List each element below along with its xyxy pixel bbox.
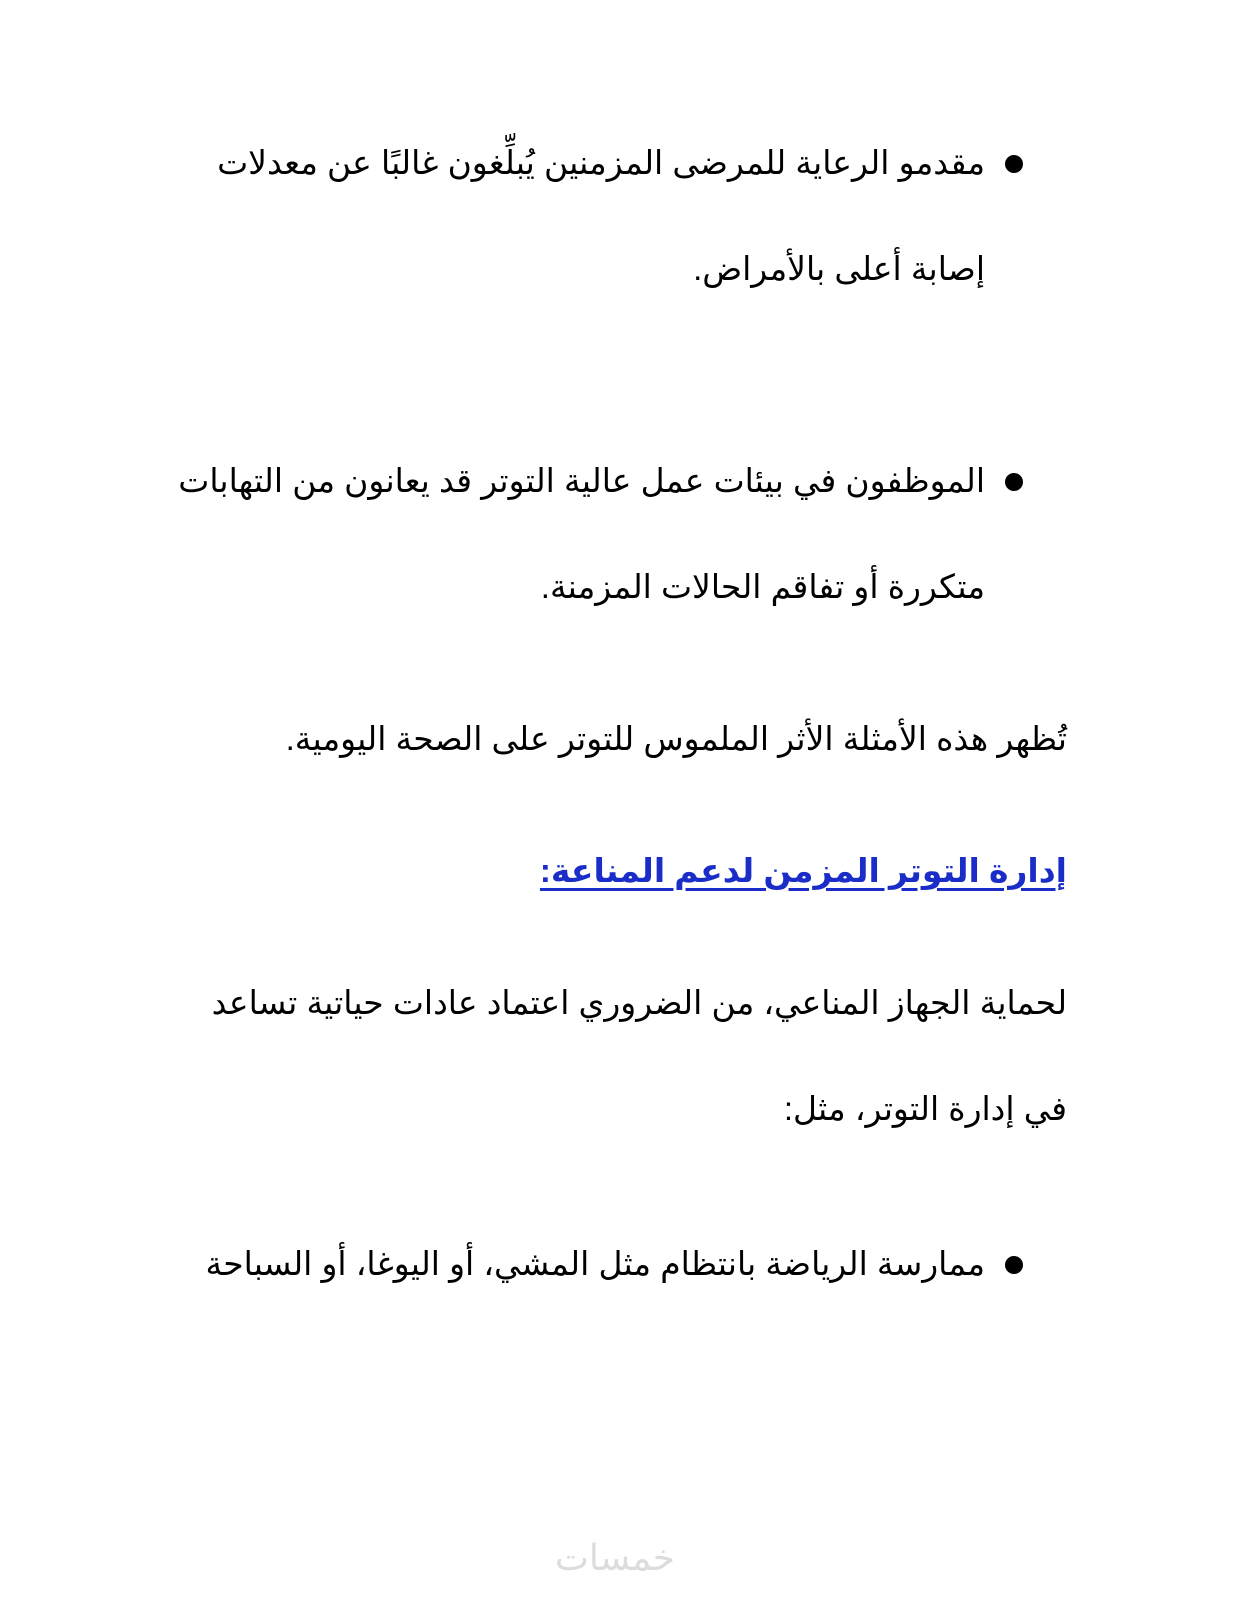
bullet-dot-icon	[1005, 473, 1023, 491]
bullet-text-line: متكررة أو تفاقم الحالات المزمنة.	[540, 568, 985, 605]
watermark-logo: خمسات	[554, 1538, 676, 1579]
bullet-item-caregivers	[150, 110, 1023, 322]
section-heading: إدارة التوتر المزمن لدعم المناعة:	[539, 852, 1067, 889]
bullet-text-line: ممارسة الرياضة بانتظام مثل المشي، أو اليوغا، أو السباحة	[205, 1245, 985, 1282]
bullet-item-employees	[150, 428, 1023, 640]
bullet-text-line: مقدمو الرعاية للمرضى المزمنين يُبلِّغون غالبًا عن معدلات	[217, 144, 985, 181]
summary-text: تُظهر هذه الأمثلة الأثر الملموس للتوتر على الصحة اليومية.	[285, 720, 1067, 757]
intro-paragraph	[140, 950, 1067, 1162]
bullet-dot-icon	[1005, 155, 1023, 173]
bullet-text-line: الموظفون في بيئات عمل عالية التوتر قد يعانون من التهابات	[178, 462, 985, 499]
bullet-item-exercise	[150, 1211, 1023, 1317]
bullet-text-line: إصابة أعلى بالأمراض.	[693, 250, 985, 287]
bullet-dot-icon	[1005, 1256, 1023, 1274]
summary-paragraph	[140, 686, 1067, 792]
intro-text-line: لحماية الجهاز المناعي، من الضروري اعتماد عادات حياتية تساعد	[211, 984, 1067, 1021]
intro-text-line: في إدارة التوتر، مثل:	[783, 1090, 1067, 1127]
